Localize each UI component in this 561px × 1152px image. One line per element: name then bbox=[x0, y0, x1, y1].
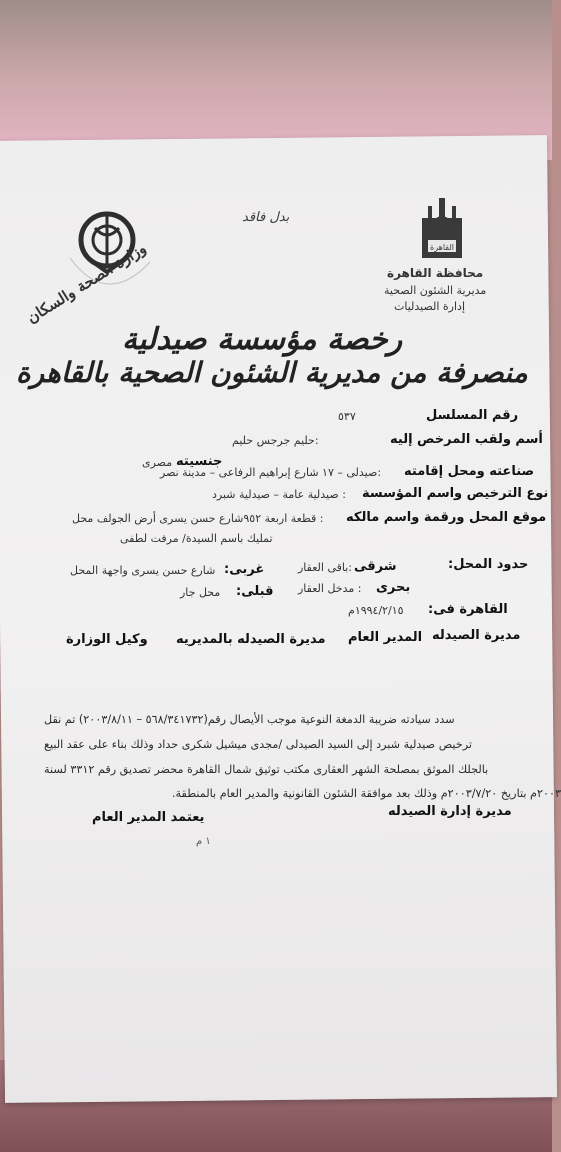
signature-directorate-pharmacy: مديرة الصيدله بالمديريه bbox=[176, 632, 326, 647]
bounds-label: حدود المحل: bbox=[448, 557, 529, 572]
document-title-line2: منصرفة من مديرية الشئون الصحية بالقاهرة bbox=[16, 356, 528, 389]
south-label: بحرى bbox=[376, 580, 411, 595]
licensee-label: أسم ولقب المرخص إليه bbox=[390, 432, 543, 447]
note-signature-pharmacy-admin: مديرة إدارة الصيدله bbox=[388, 804, 512, 819]
east-value: :باقى العقار bbox=[298, 561, 352, 574]
location-value: : قطعة اربعة ٩٥٢شارع حسن يسرى أرض الجولف محل bbox=[72, 512, 324, 525]
signature-pharmacy-director: مديرة الصيدله bbox=[432, 628, 521, 643]
nationality-value: مصرى bbox=[142, 456, 173, 469]
profession-value: :صيدلى – ١٧ شارع إبراهيم الرفاعى – مدينة نصر bbox=[160, 466, 382, 479]
signature-deputy-minister: وكيل الوزارة bbox=[66, 632, 148, 647]
licensee-value: :حليم جرجس حليم bbox=[232, 434, 319, 447]
west-label: غربى: bbox=[224, 562, 265, 577]
note-line-2: ترخيص صيدلية شبرد إلى السيد الصيدلى /مجدى ميشيل شكرى حداد وذلك بناء على عقد البيع bbox=[44, 738, 472, 751]
org-line-department: إدارة الصيدليات bbox=[394, 300, 466, 313]
nationality-label: جنسيته bbox=[176, 454, 223, 469]
org-line-directorate: مديرية الشئون الصحية bbox=[384, 284, 487, 297]
location-value-line2: تمليك باسم السيدة/ مرفت لطفى bbox=[120, 532, 273, 545]
cairo-governorate-logo bbox=[418, 196, 466, 262]
note-signature-general-director: يعتمد المدير العام bbox=[92, 810, 205, 825]
license-type-label: نوع الترخيص واسم المؤسسة bbox=[362, 486, 549, 501]
svg-text:القاهرة: القاهرة bbox=[430, 243, 454, 252]
date-label: القاهرة فى: bbox=[428, 602, 508, 617]
note-line-4: ٢٠٠٣م بتاريخ ٢٠٠٣/٧/٢٠م وذلك بعد موافقة الشئون القانونية والمدير العام بالمنطقة. bbox=[172, 787, 561, 800]
profession-label: صناعته ومحل إقامته bbox=[404, 464, 535, 479]
location-label: موقع المحل ورقمة واسم مالكه bbox=[346, 510, 547, 525]
serial-value: ٥٣٧ bbox=[338, 410, 356, 423]
note-line-1: سدد سيادته ضريبة الدمغة النوعية موجب الأيصال رقم(٥٦٨/٣٤١٧٣٢ – ٢٠٠٣/٨/١١) تم نقل bbox=[44, 713, 455, 726]
document-title-line1: رخصة مؤسسة صيدلية bbox=[122, 322, 403, 357]
note-line-3: بالجلك الموثق بمصلحة الشهر العقارى مكتب توثيق شمال القاهرة محضر تصديق رقم ٣٣١٢ لسنة bbox=[44, 763, 489, 776]
date-value: ١٩٩٤/٢/١٥م bbox=[348, 604, 404, 617]
south-value: : مدخل العقار bbox=[298, 582, 362, 595]
west-value: شارع حسن يسرى واجهة المحل bbox=[70, 564, 216, 577]
ministry-emblem-text: وزارة الصحة والسكان bbox=[23, 239, 150, 327]
replacement-note: بدل فاقد bbox=[242, 210, 290, 225]
serial-label: رقم المسلسل bbox=[426, 408, 519, 423]
org-line-governorate: محافظة القاهرة bbox=[387, 266, 484, 280]
north-label: قبلى: bbox=[236, 584, 274, 599]
north-value: محل جار bbox=[180, 586, 221, 599]
handwritten-mark: ١ م bbox=[196, 836, 211, 847]
license-type-value: : صيدلية عامة – صيدلية شبرد bbox=[212, 488, 346, 501]
east-label: شرقى bbox=[354, 559, 397, 574]
signature-general-director: المدير العام bbox=[348, 630, 423, 645]
